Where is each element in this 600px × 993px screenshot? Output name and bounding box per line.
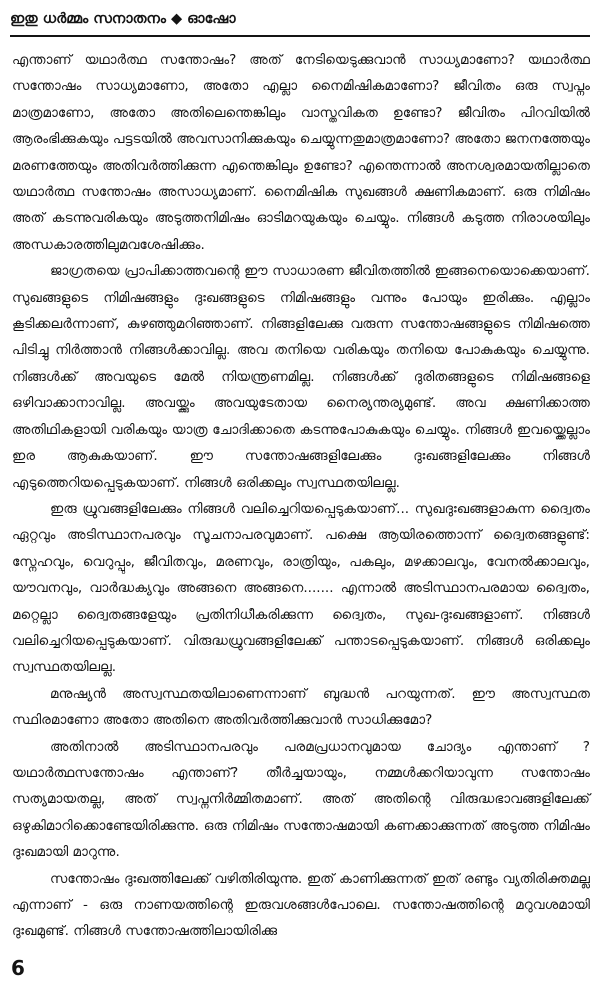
page-body	[12, 47, 590, 945]
paragraph-2: ജാഗ്രതയെ പ്രാപിക്കാത്തവന്റെ ഈ സാധാരണ ജീവിതത്തിൽ ഇങ്ങനെയൊക്കെയാണ്. സുഖങ്ങളുടെ നിമിഷങ്ങളും ദുഃഖങ്ങളുടെ നിമിഷങ്ങളും വന്നും പോയും ഇരിക്കും. എല്ലാം കൂടിക്കലർന്നാണ്, കുഴഞ്ഞുമറിഞ്ഞാണ്. നിങ്ങളിലേക്കു വരുന്ന സന്തോഷങ്ങളുടെ നിമിഷത്തെ പിടിച്ചു നിർത്താൻ നിങ്ങൾക്കാവില്ല. അവ തനിയെ വരികയും തനിയെ പോകുകയും ചെയ്യുന്നു. നിങ്ങൾക്ക് അവയുടെ മേൽ നിയന്ത്രണമില്ല. നിങ്ങൾക്ക് ദുരിതങ്ങളുടെ നിമിഷങ്ങളെ ഒഴിവാക്കാനാവില്ല. അവയ്ക്കും അവയുടേതായ നൈര്യന്തര്യമുണ്ട്. അവ ക്ഷണിക്കാത്ത അതിഥികളായി വരികയും യാത്ര ചോദിക്കാതെ കടന്നുപോകുകയും ചെയ്യും. നിങ്ങൾ ഇവയ്ക്കെല്ലാം ഇര ആകുകയാണ്. ഈ സന്തോഷങ്ങളിലേക്കും ദുഃഖങ്ങളിലേക്കും നിങ്ങൾ എടുത്തെറിയപ്പെടുകയാണ്. നിങ്ങൾ ഒരിക്കലും സ്വസ്ഥതയിലല്ല.	[12, 263, 590, 491]
page-number: 6	[11, 956, 25, 980]
paragraph-5: അതിനാൽ അടിസ്ഥാനപരവും പരമപ്രധാനവുമായ ചോദ്യം എന്താണ് ? യഥാർത്ഥസന്തോഷം എന്താണ്? തീർച്ചയായും, നമ്മൾക്കറിയാവുന്ന സന്തോഷം സത്യമായതല്ല, അത് സ്വപ്നനിർമ്മിതമാണ്. അത് അതിന്റെ വിരുദ്ധഭാവങ്ങളിലേക്ക് ഒഴുകിമാറിക്കൊണ്ടേയിരിക്കുന്നു. ഒരു നിമിഷം സന്തോഷമായി കണക്കാക്കുന്നത് അടുത്ത നിമിഷം ദുഃഖമായി മാറുന്നു.	[12, 738, 590, 861]
paragraph-3: ഇരു ധ്രുവങ്ങളിലേക്കും നിങ്ങൾ വലിച്ചെറിയപ്പെടുകയാണ്... സുഖദുഃഖങ്ങളാകുന്ന ദ്വൈതം ഏറ്റവും അടിസ്ഥാനപരവും സൂചനാപരവുമാണ്. പക്ഷെ ആയിരത്തൊന്ന് ദ്വൈതങ്ങളുണ്ട്: സ്നേഹവും, വെറുപ്പും, ജീവിതവും, മരണവും, രാത്രിയും, പകലും, മഴക്കാലവും, വേനൽക്കാലവും, യൗവനവും, വാർദ്ധക്യവും അങ്ങനെ അങ്ങനെ....... എന്നാൽ അടിസ്ഥാനപരമായ ദ്വൈതം, മറ്റെല്ലാ ദ്വൈതങ്ങളേയും പ്രതിനിധീകരിക്കുന്ന ദ്വൈതം, സുഖ-ദുഃഖങ്ങളാണ്. നിങ്ങൾ വലിച്ചെറിയപ്പെടുകയാണ്. വിരുദ്ധധ്രുവങ്ങളിലേക്ക് പന്താടപ്പെടുകയാണ്. നിങ്ങൾ ഒരിക്കലും സ്വസ്ഥതയിലല്ല.	[12, 500, 590, 676]
header-rule	[10, 35, 590, 37]
paragraph-6: സന്തോഷം ദുഃഖത്തിലേക്ക് വഴിതിരിയുന്നു. ഇത് കാണിക്കുന്നത് ഇത് രണ്ടും വ്യതിരിക്തമല്ല എന്നാണ് - ഒരു നാണയത്തിന്റെ ഇരുവശങ്ങൾപോലെ. സന്തോഷത്തിന്റെ മറുവശമായി ദുഃഖമുണ്ട്. നിങ്ങൾ സന്തോഷത്തിലായിരിക്കു	[12, 870, 590, 940]
running-header: ഇതു ധർമ്മം സനാതനം ◆ ഓഷോ	[10, 11, 236, 27]
paragraph-1: എന്താണ് യഥാർത്ഥ സന്തോഷം? അത് നേടിയെടുക്കുവാൻ സാധ്യമാണോ? യഥാർത്ഥ സന്തോഷം സാധ്യമാണോ, അതോ എല്ലാ നൈമിഷികമാണോ? ജീവിതം ഒരു സ്വപ്നം മാത്രമാണോ, അതോ അതിലെന്തെങ്കിലും വാസ്തവികത ഉണ്ടോ? ജീവിതം പിറവിയിൽ ആരംഭിക്കുകയും പട്ടടയിൽ അവസാനിക്കുകയും ചെയ്യുന്നതുമാത്രമാണോ? അതോ ജനനത്തേയും മരണത്തേയും അതിവർത്തിക്കുന്ന എന്തെങ്കിലും ഉണ്ടോ? എന്തെന്നാൽ അനശ്വരമായതില്ലാതെ യഥാർത്ഥ സന്തോഷം അസാധ്യമാണ്. നൈമിഷിക സുഖങ്ങൾ ക്ഷണികമാണ്. ഒരു നിമിഷം അത് കടന്നുവരികയും അടുത്തനിമിഷം ഓടിമറയുകയും ചെയ്യും. നിങ്ങൾ കടുത്ത നിരാശയിലും അന്ധകാരത്തിലുമവശേഷിക്കും.	[12, 52, 590, 253]
paragraph-4: മനുഷ്യൻ അസ്വസ്ഥതയിലാണെന്നാണ് ബുദ്ധൻ പറയുന്നത്. ഈ അസ്വസ്ഥത സ്ഥിരമാണോ അതോ അതിനെ അതിവർത്തിക്കുവാൻ സാധിക്കുമോ?	[12, 685, 590, 729]
